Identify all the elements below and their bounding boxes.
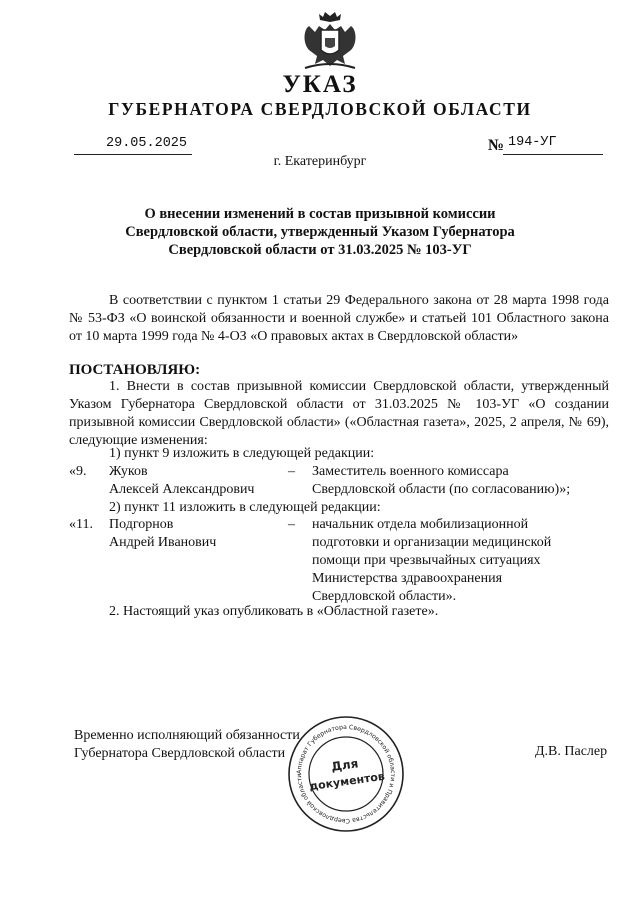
heading-line: О внесении изменений в состав призывной комиссии bbox=[144, 206, 496, 222]
entry-9-position-line: Заместитель военного комиссара bbox=[312, 464, 509, 479]
city: г. Екатеринбург bbox=[273, 154, 367, 169]
entry-9-surname: Жуков bbox=[109, 464, 148, 479]
item-1-paragraph: 1. Внести в состав призывной комиссии Свердловской области, утвержденный Указом Губернатора Свердловской области от 31.03.2025 № 103-УГ «О создании призывной комиссии Свердловской области» («Областная газета», 2025, 2 апреля, № 69), следующие изменения: bbox=[69, 379, 609, 448]
entry-11-position-line: Свердловской области». bbox=[312, 589, 457, 604]
entry-11-surname: Подгорнов bbox=[109, 517, 174, 532]
document-number: 194-УГ bbox=[508, 135, 557, 150]
signatory-name: Д.В. Паслер bbox=[535, 744, 608, 759]
document-date: 29.05.2025 bbox=[106, 136, 188, 151]
entry-11-number: «11. bbox=[69, 517, 93, 532]
signatory-position-line: Временно исполняющий обязанности bbox=[74, 728, 300, 743]
heading-line: Свердловской области, утвержденный Указом Губернатора bbox=[125, 224, 515, 240]
round-stamp bbox=[287, 715, 405, 833]
item-2-paragraph: 2. Настоящий указ опубликовать в «Областной газете». bbox=[109, 604, 439, 619]
subitem-2: 2) пункт 11 изложить в следующей редакции: bbox=[109, 500, 381, 515]
stamp-ring-text: Аппарат Губернатора Свердловской области и Правительства Свердловской области bbox=[295, 723, 397, 825]
document-subtitle: ГУБЕРНАТОРА СВЕРДЛОВСКОЙ ОБЛАСТИ bbox=[108, 99, 532, 119]
entry-11-position-line: Министерства здравоохранения bbox=[312, 571, 503, 586]
entry-9-position-line: Свердловской области (по согласованию)»; bbox=[312, 482, 571, 497]
number-label: № bbox=[488, 137, 505, 154]
preamble-paragraph: В соответствии с пунктом 1 статьи 29 Федерального закона от 28 марта 1998 года № 53-ФЗ «О воинской обязанности и военной службе» и статьей 101 Областного закона от 10 марта 1999 года № 4-ОЗ «О правовых актах в Свердловской области» bbox=[69, 293, 609, 344]
stamp-center-text: документов bbox=[308, 769, 386, 794]
signatory-position bbox=[74, 727, 300, 763]
resolve-heading: ПОСТАНОВЛЯЮ: bbox=[69, 362, 201, 378]
subitem-1: 1) пункт 9 изложить в следующей редакции: bbox=[109, 446, 375, 461]
signatory-position-line: Губернатора Свердловской области bbox=[74, 746, 286, 761]
entry-11-given-name: Андрей Иванович bbox=[109, 535, 217, 550]
entry-9-number: «9. bbox=[69, 464, 87, 479]
heading-line: Свердловской области от 31.03.2025 № 103-УГ bbox=[168, 242, 472, 258]
entry-11-position-line: начальник отдела мобилизационной bbox=[312, 517, 529, 532]
entry-11-position-line: подготовки и организации медицинской bbox=[312, 535, 552, 550]
entry-11-dash: – bbox=[288, 517, 295, 532]
entry-9-dash: – bbox=[288, 464, 295, 479]
stamp-center-text: Для bbox=[330, 756, 360, 774]
entry-11-position-line: помощи при чрезвычайных ситуациях bbox=[312, 553, 541, 568]
entry-9-given-name: Алексей Александрович bbox=[109, 482, 255, 497]
coat-of-arms-emblem bbox=[301, 10, 359, 72]
document-title: УКАЗ bbox=[282, 71, 358, 98]
document-heading bbox=[100, 205, 540, 259]
